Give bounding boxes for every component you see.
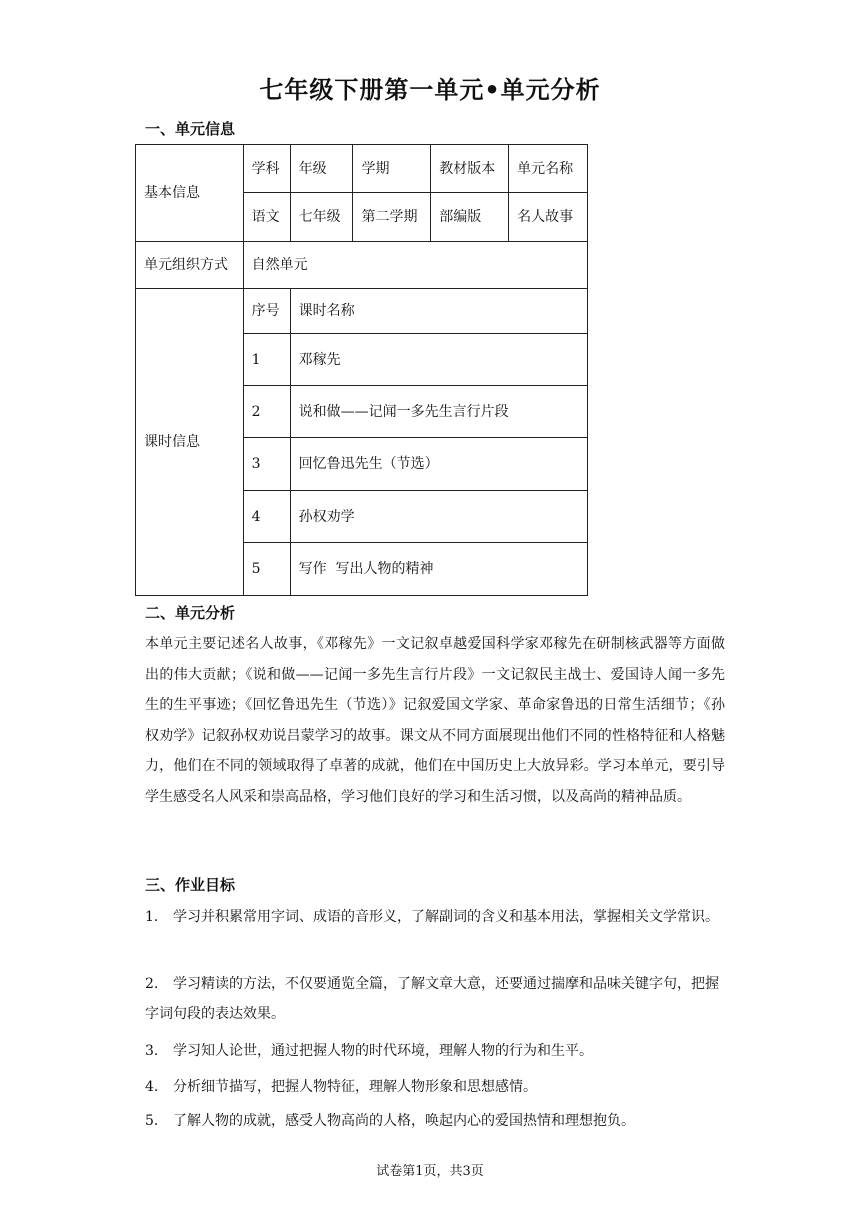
goal-number: 4.: [145, 1079, 159, 1095]
goal-text: 了解人物的成就，感受人物高尚的人格，唤起内心的爱国热情和理想抱负。: [173, 1113, 635, 1129]
goal-item: [145, 1106, 720, 1136]
org-label: 单元组织方式: [136, 242, 244, 289]
lesson-name: 邓稼先: [290, 334, 587, 386]
header-cell: 年级: [290, 145, 353, 193]
section-heading-unit-analysis: 二、单元分析: [145, 604, 236, 622]
header-cell: 单元名称: [509, 145, 588, 193]
lesson-info-label: 课时信息: [136, 289, 244, 596]
goal-number: 2.: [145, 976, 159, 992]
goal-text: 分析细节描写，把握人物特征，理解人物形象和思想感情。: [173, 1079, 537, 1095]
lesson-name: 孙权劝学: [290, 491, 587, 543]
section-heading-unit-info: 一、单元信息: [145, 120, 236, 138]
lesson-name: 说和做——记闻一多先生言行片段: [290, 386, 587, 438]
lesson-no: 5: [243, 543, 290, 596]
value-cell: 语文: [243, 193, 290, 242]
goal-number: 1.: [145, 909, 159, 925]
section-heading-goals: 三、作业目标: [145, 876, 236, 894]
value-cell: 第二学期: [353, 193, 431, 242]
lesson-no: 2: [243, 386, 290, 438]
value-cell: 名人故事: [509, 193, 588, 242]
header-cell: 学期: [353, 145, 431, 193]
goal-item: [145, 969, 720, 1029]
basic-info-label: 基本信息: [136, 145, 244, 242]
goal-text: 学习并积累常用字词、成语的音形义，了解副词的含义和基本用法，掌握相关文学常识。: [173, 909, 719, 925]
org-value: 自然单元: [243, 242, 587, 289]
goal-item: [145, 902, 720, 932]
lesson-name: 写作 写出人物的精神: [290, 543, 587, 596]
goal-item: [145, 1036, 720, 1066]
goal-number: 3.: [145, 1043, 159, 1059]
analysis-paragraph: 本单元主要记述名人故事，《邓稼先》一文记叙卓越爱国科学家邓稼先在研制核武器等方面做出的伟大贡献；《说和做——记闻一多先生言行片段》一文记叙民主战士、爱国诗人闻一多先生的生平事迹；《回忆鲁迅先生（节选）》记叙爱国文学家、革命家鲁迅的日常生活细节；《孙权劝学》记叙孙权劝说吕蒙学习的故事。课文从不同方面展现出他们不同的性格特征和人格魅力，他们在不同的领域取得了卓著的成就，他们在中国历史上大放异彩。学习本单元，要引导学生感受名人风采和崇高品格，学习他们良好的学习和生活习惯，以及高尚的精神品质。: [145, 636, 725, 805]
unit-info-table: [135, 144, 588, 596]
value-cell: 七年级: [290, 193, 353, 242]
lesson-no: 4: [243, 491, 290, 543]
lesson-header-name: 课时名称: [290, 289, 587, 334]
lesson-header-no: 序号: [243, 289, 290, 334]
lesson-name: 回忆鲁迅先生（节选）: [290, 438, 587, 491]
goal-text: 学习知人论世，通过把握人物的时代环境，理解人物的行为和生平。: [173, 1043, 593, 1059]
header-cell: 学科: [243, 145, 290, 193]
goal-number: 5.: [145, 1113, 159, 1129]
goal-item: [145, 1072, 720, 1102]
goal-text: 学习精读的方法，不仅要通览全篇，了解文章大意，还要通过揣摩和品味关键字句，把握字词句段的表达效果。: [145, 976, 719, 1022]
lesson-no: 1: [243, 334, 290, 386]
page-footer: 试卷第1页，共3页: [376, 1164, 484, 1179]
page-title: 七年级下册第一单元•单元分析: [259, 76, 601, 104]
value-cell: 部编版: [431, 193, 509, 242]
lesson-no: 3: [243, 438, 290, 491]
header-cell: 教材版本: [431, 145, 509, 193]
